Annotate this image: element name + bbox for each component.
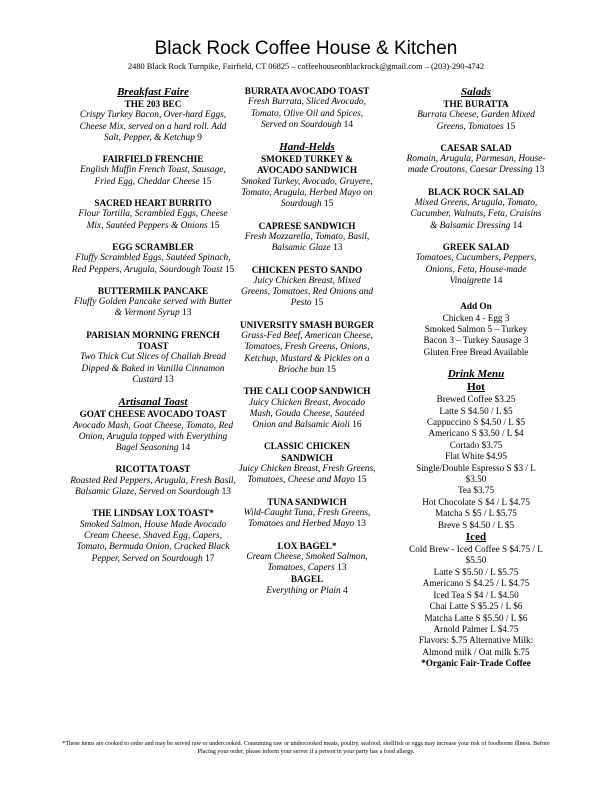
- item-price: 13: [333, 243, 343, 254]
- menu-column-left: [70, 86, 236, 575]
- item-price: 17: [205, 553, 215, 564]
- item-price: 13: [182, 308, 192, 319]
- iced-drink-line: Chai Latte S $5.25 / L $6: [429, 601, 523, 612]
- item-desc-text: Grass-Fed Beef, American Cheese, Tomatoes, Fresh Greens, Onions, Ketchup, Mustard & Pickles on a Brioche bun: [241, 331, 373, 375]
- item-name: UNIVERSITY SMASH BURGER: [240, 319, 374, 330]
- item-desc-text: Flour Tortilla, Scrambled Eggs, Cheese Mix, Sautéed Peppers & Onions: [78, 209, 228, 231]
- hot-drink-line: Cappuccino S $4.50 / L $5: [426, 417, 526, 427]
- hot-drink-line: Flat White $4.95: [445, 451, 507, 462]
- item-price: 15: [505, 121, 516, 132]
- menu-item: [70, 99, 236, 144]
- menu-item: [238, 221, 376, 255]
- addon-line: Smoked Salmon 5 – Turkey: [424, 323, 528, 334]
- hot-drink-line: Matcha S $5 / L $5.75: [435, 508, 517, 519]
- menu-item: [70, 286, 236, 320]
- item-name: LOX BAGEL*: [277, 540, 337, 551]
- iced-drink-line: Iced Tea S $4 / L $4.50: [433, 589, 519, 600]
- item-name: THE CALI COOP SANDWICH: [243, 386, 371, 397]
- iced-drinks-list: [406, 544, 546, 658]
- item-desc: [238, 97, 376, 131]
- menu-item: [238, 574, 376, 597]
- item-desc: [238, 508, 376, 531]
- handhelds-list: [238, 154, 376, 597]
- menu-item: [406, 187, 546, 232]
- item-name: BLACK ROCK SALAD: [428, 186, 524, 197]
- item-desc-text: Wild-Caught Tuna, Fresh Greens, Tomatoes and Herbed Mayo: [243, 507, 371, 530]
- item-desc-text: Everything or Plain: [266, 585, 341, 596]
- item-desc-text: Romain, Arugula, Parmesan, House-made Croutons, Caesar Dressing: [406, 154, 546, 176]
- item-name: THE BURATTA: [443, 99, 509, 109]
- item-desc-text: Juicy Chicken Breast, Mixed Greens, Tomatoes, Red Onions and Pesto: [240, 275, 374, 309]
- item-price: 9: [197, 132, 202, 143]
- section-title-artisanal: Artisanal Toast: [118, 396, 188, 409]
- item-desc-text: Smoked Turkey, Avocado, Gruyere, Tomato, Arugula, Herbed Mayo on Sourdough: [241, 176, 373, 210]
- artisanal-list: [70, 409, 236, 565]
- item-price: 13: [164, 374, 174, 385]
- item-desc-text: English Muffin French Toast, Sausage, Fried Egg, Cheddar Cheese: [80, 165, 226, 187]
- item-price: 15: [210, 220, 220, 231]
- item-name: BAGEL: [290, 574, 324, 585]
- menu-item: [238, 497, 376, 531]
- drinks-iced-title: Iced: [465, 531, 487, 544]
- item-price: 13: [534, 165, 545, 176]
- item-name: RICOTTA TOAST: [115, 464, 191, 475]
- menu-item: [238, 154, 376, 210]
- item-desc-text: Fluffy Golden Pancake served with Butter & Vermont Syrup: [73, 297, 233, 319]
- item-name: EGG SCRAMBLER: [112, 241, 194, 252]
- item-desc: [238, 276, 376, 310]
- menu-item: [406, 143, 546, 177]
- menu-item: [238, 441, 376, 486]
- section-title-breakfast: Breakfast Faire: [117, 86, 189, 98]
- item-desc: [70, 476, 236, 499]
- item-name: CAPRESE SANDWICH: [258, 220, 356, 231]
- item-price: 13: [337, 563, 347, 574]
- addon-list: [406, 313, 546, 359]
- item-price: 14: [180, 443, 191, 454]
- item-desc: [70, 421, 236, 455]
- item-name: GREEK SALAD: [442, 241, 510, 252]
- item-price: 15: [313, 298, 324, 309]
- hot-drink-line: Americano S $3.50 / L $4: [428, 428, 524, 439]
- item-price: 4: [343, 585, 348, 596]
- item-price: 14: [512, 220, 523, 231]
- addon-line: Bacon 3 – Turkey Sausage 3: [423, 335, 529, 346]
- hot-drink-line: Breve S $4.50 / L $5: [437, 519, 515, 530]
- menu-item: [70, 154, 236, 188]
- item-desc: [238, 586, 376, 597]
- iced-drink-line: Flavors: $.75 Alternative Milk: Almond milk / Oat milk $.75: [418, 635, 534, 657]
- hot-drink-line: Tea $3.75: [457, 485, 495, 496]
- item-price: 16: [352, 420, 362, 431]
- menu-item: [238, 86, 376, 131]
- salads-list: [406, 99, 546, 287]
- addon-line: Gluten Free Bread Available: [423, 346, 529, 357]
- item-desc-text: Juicy Chicken Breast, Fresh Greens, Tomatoes, Cheese and Mayo: [238, 464, 376, 486]
- menu-item: [70, 464, 236, 498]
- item-desc-text: Fresh Mozzarella, Tomato, Basil, Balsamic Glaze: [244, 231, 370, 254]
- item-desc-text: Two Thick Cut Slices of Challah Bread Dipped & Baked in Vanilla Cinnamon Custard: [80, 352, 226, 385]
- drinks-hot-title: Hot: [467, 381, 485, 394]
- section-title-handhelds: Hand-Helds: [279, 141, 335, 154]
- item-desc: [70, 110, 236, 144]
- addon-line: Chicken 4 - Egg 3: [442, 312, 510, 323]
- item-name: FAIRFIELD FRENCHIE: [102, 154, 204, 165]
- coffee-note: *Organic Fair-Trade Coffee: [421, 658, 531, 669]
- item-desc: [238, 331, 376, 376]
- menu-item: [70, 330, 236, 386]
- item-name: CAESAR SALAD: [440, 142, 512, 153]
- hot-drink-line: Latte S $4.50 / L $5: [439, 405, 513, 416]
- menu-item: [238, 386, 376, 431]
- item-desc-text: Cream Cheese, Smoked Salmon, Tomatoes, Capers: [246, 551, 368, 574]
- item-desc-text: Avocado Mash, Goat Cheese, Tomato, Red Onion, Arugula topped with Everything Bagel Seasoning: [72, 420, 234, 454]
- item-name: TUNA SANDWICH: [267, 496, 347, 507]
- menu-item: [70, 198, 236, 232]
- item-desc: [406, 198, 546, 232]
- menu-item: [238, 265, 376, 310]
- iced-drink-line: Latte S $5.50 / L $5.75: [433, 566, 519, 577]
- menu-column-middle: [238, 86, 376, 607]
- hot-drink-line: Cortado $3.75: [449, 439, 503, 450]
- item-desc-text: Juicy Chicken Breast, Avocado Mash, Gouda Cheese, Sautéed Onion and Balsamic Aioli: [248, 397, 366, 431]
- hot-drink-line: Brewed Coffee $3.25: [436, 394, 516, 405]
- item-name: CHICKEN PESTO SANDO: [251, 264, 363, 275]
- item-price: 14: [493, 275, 503, 286]
- restaurant-address: 2480 Black Rock Turnpike, Fairfield, CT 06825 – coffeehouseonblackrock@gmail.com – (203)-290-4742: [127, 62, 485, 71]
- item-desc-text: Fresh Burrata, Sliced Avocado, Tomato, Olive Oil and Spices, Served on Sourdough: [248, 97, 366, 130]
- menu-item: [406, 242, 546, 287]
- item-price: 15: [326, 364, 336, 375]
- hot-drink-line: Hot Chocolate S $4 / L $4.75: [422, 496, 530, 507]
- section-title-drinks: Drink Menu: [447, 368, 505, 381]
- item-name: CLASSIC CHICKEN SANDWICH: [263, 441, 351, 463]
- section-title-salads: Salads: [461, 86, 491, 98]
- item-desc-text: Tomatoes, Cucumbers, Peppers, Onions, Feta, House-made Vinaigrette: [415, 253, 537, 286]
- item-name: BURRATA AVOCADO TOAST: [244, 86, 370, 96]
- iced-drink-line: Cold Brew - Iced Coffee S $4.75 / L $5.50: [409, 544, 543, 566]
- menu-item: [238, 320, 376, 376]
- item-desc: [406, 110, 546, 133]
- item-price: 15: [357, 475, 367, 486]
- item-price: 14: [343, 119, 354, 130]
- item-price: 15: [202, 176, 212, 187]
- restaurant-title: Black Rock Coffee House & Kitchen: [154, 38, 458, 59]
- item-desc: [238, 232, 376, 255]
- item-desc-text: Roasted Red Peppers, Arugula, Fresh Basil, Balsamic Glaze, Served on Sourdough: [70, 475, 236, 498]
- item-name: SMOKED TURKEY & AVOCADO SANDWICH: [257, 154, 357, 176]
- item-desc: [70, 352, 236, 386]
- item-desc-text: Smoked Salmon, House Made Avocado Cream Cheese, Shaved Egg, Capers, Tomato, Bermuda Onion, Cracked Black Pepper, Served on Sourdough: [76, 519, 230, 564]
- hot-drink-line: Single/Double Espresso S $3 / L $3.50: [416, 462, 536, 485]
- menu-column-right: [406, 86, 546, 670]
- item-desc: [70, 297, 236, 320]
- item-desc: [70, 165, 236, 188]
- item-price: 15: [323, 199, 334, 210]
- item-price: 15: [224, 264, 235, 275]
- item-name: BUTTERMILK PANCAKE: [97, 285, 209, 296]
- addon-title: Add On: [460, 301, 492, 312]
- breakfast-list: [70, 99, 236, 386]
- iced-drink-line: Americano S $4.25 / L $4.75: [422, 578, 530, 589]
- item-name: SACRED HEART BURRITO: [94, 198, 212, 209]
- item-desc-text: Burrata Cheese, Garden Mixed Greens, Tomatoes: [417, 110, 535, 132]
- menu-item: [70, 242, 236, 276]
- menu-item: [70, 508, 236, 564]
- menu-item: [406, 99, 546, 133]
- item-desc: [238, 552, 376, 575]
- item-name: THE 203 BEC: [124, 99, 182, 109]
- item-desc: [70, 209, 236, 232]
- item-name: GOAT CHEESE AVOCADO TOAST: [79, 409, 227, 420]
- item-desc: [70, 253, 236, 276]
- item-desc: [238, 177, 376, 211]
- item-desc-text: Fluffy Scrambled Eggs, Sautéed Spinach, Red Peppers, Arugula, Sourdough Toast: [71, 253, 231, 275]
- item-desc-text: Mixed Greens, Arugula, Tomato, Cucumber, Walnuts, Feta, Craisins & Balsamic Dressing: [410, 198, 542, 231]
- item-desc: [238, 398, 376, 432]
- footer-disclaimer: *These items are cooked to order and may be served raw or undercooked. Consuming raw or undercooked meats, poultry, seafood, shellfish or eggs may increase your risk of foodborne illness. Before Placing your order, please inform your server if a person in your party has a food allergy.: [62, 741, 550, 756]
- item-desc: [406, 253, 546, 287]
- iced-drink-line: Matcha Latte S $5.50 / L $6: [424, 612, 528, 623]
- item-desc: [70, 520, 236, 565]
- item-price: 13: [221, 487, 231, 498]
- item-price: 13: [356, 519, 366, 530]
- menu-item: [238, 541, 376, 575]
- menu-item: [70, 409, 236, 454]
- hot-drinks-list: [406, 394, 546, 531]
- iced-drink-line: Arnold Palmer L $4.75: [433, 623, 519, 634]
- item-desc: [406, 154, 546, 177]
- item-desc: [238, 464, 376, 487]
- item-desc-text: Crispy Turkey Bacon, Over-hard Eggs, Cheese Mix, served on a hard roll. Add Salt, Pepper, & Ketchup: [79, 110, 227, 143]
- item-name: PARISIAN MORNING FRENCH TOAST: [86, 329, 220, 352]
- item-name: THE LINDSAY LOX TOAST*: [92, 508, 214, 519]
